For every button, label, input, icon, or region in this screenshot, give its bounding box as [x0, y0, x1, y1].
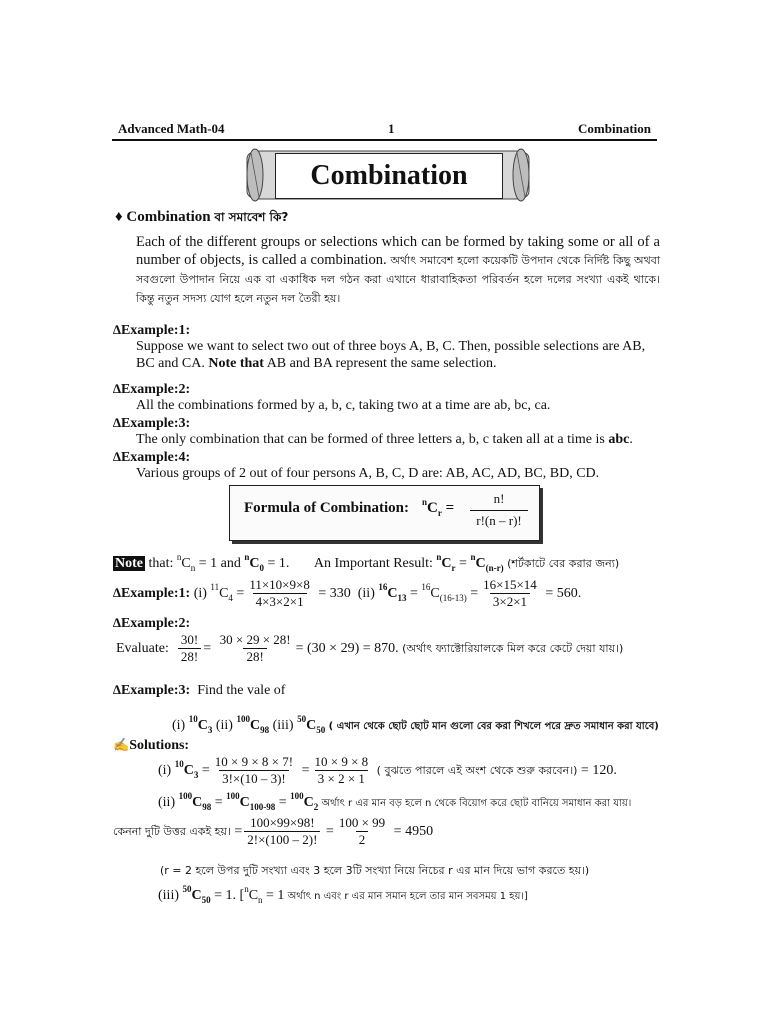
- example-4-line: Various groups of 2 out of four persons A, B, C, D are: AB, AC, AD, BC, BD, CD.: [136, 466, 600, 481]
- fraction: $\frac{11\times 10\times 9\times 8}{4\times 3\times 2\times 1}$: [249, 577, 310, 610]
- header-page-number: 1: [388, 121, 395, 136]
- computation-example-2-heading: ∆Example:2:: [113, 615, 191, 631]
- writing-hand-icon: ✍: [113, 737, 130, 752]
- example-2-line: All the combinations formed by a, b, c, taking two at a time are ab, bc, ca.: [136, 398, 551, 413]
- title-scroll-banner: [243, 145, 533, 205]
- triangle-icon: ∆: [113, 615, 121, 630]
- definition-en: Each of the different groups or selections which can be formed by taking some or all of a number of objects, is called a combination.: [136, 234, 660, 268]
- solution-2: (ii) $^{100}C_{98} = ^{100}C_{100-98} = ^{100}C_2$ অর্থাৎ r এর মান বড় হলে n থেকে বিয়োগ করে ছোট বানিয়ে সমাধান করা যায়।: [158, 791, 632, 812]
- note-bn: (শর্টকাটে বের করার জন্য): [503, 557, 620, 570]
- solution-1: (i) $^{10}C_3$ = $\frac{10 \times 9 \times 8 \times 7!}{3!\times(10 - 3)!}$ = $\frac{10 \times 9 \times 8}{3 \times 2 \times 1}$ ( বুঝতে পারলে এই অংশ থেকে শুরু করবেন।) = 120.: [158, 754, 617, 787]
- formula-label: Formula of Combination:: [244, 500, 409, 516]
- solution-2-note: (r = 2 হলে উপর দুটি সংখ্যা এবং 3 হলে 3টি সংখ্যা নিয়ে নিচের r এর মান দিয়ে ভাগ করতে হয়।): [160, 864, 590, 877]
- header-topic: Combination: [578, 121, 651, 136]
- formula-numerator: n!: [493, 491, 505, 506]
- header-course: Advanced Math-04: [118, 121, 225, 136]
- section-heading: [115, 209, 288, 226]
- triangle-icon: ∆: [113, 682, 121, 697]
- banner-frame: [275, 153, 503, 199]
- example-1-line-2: BC and CA. Note that AB and BA represent the same selection.: [136, 356, 497, 371]
- computation-example-3-heading: ∆Example:3: Find the vale of: [113, 682, 286, 698]
- example-2-heading: ∆Example:2:: [113, 381, 191, 397]
- diamond-bullet-icon: ♦: [115, 209, 123, 225]
- triangle-icon: ∆: [113, 381, 121, 396]
- note-tag: Note: [115, 556, 143, 571]
- solutions-heading: ✍Solutions:: [113, 737, 190, 753]
- definition-bn: অর্থাৎ সমাবেশ হলো কয়েকটি উপদান থেকে নির্দিষ্ট কিছু অথবা সবগুলো উপাদান নিয়ে এক বা একাধিক দল গঠন করা এখানে ধারাবাহিকতা পরিবর্তন হলে দলের সংখ্যা একই থাকে। কিন্তু নতুন সদস্য যোগ হলে নতুন দল তৈরী হয়।: [136, 254, 661, 305]
- formula-lhs: $^nC_r$ =: [422, 497, 455, 518]
- example-3-bn: ( এখান থেকে ছোট ছোট মান গুলো বের করা শিখলে পরে দ্রুত সমাধান করা যাবে): [325, 721, 659, 732]
- triangle-icon: ∆: [113, 322, 121, 337]
- fraction: $\frac{10 \times 9 \times 8}{3 \times 2 \times 1}$: [314, 754, 369, 787]
- example-4-heading: ∆Example:4:: [113, 449, 191, 465]
- solution-2-continued: কেননা দুটি উত্তর একই হয়। = $\frac{100\times 99\times 98!}{2!\times(100 - 2)!}$ = $\frac{100 \times 99}{2}$ = 4950: [113, 815, 434, 848]
- note-line: Note that: $^nC_n = 1$ and $^nC_0 = 1$. An Important Result: $^nC_r = ^nC_{(n-r)}$ (শর্টকাটে বের করার জন্য): [115, 552, 620, 573]
- heading-bn: বা সমাবেশ কি?: [214, 210, 289, 224]
- example-1-line-1: Suppose we want to select two out of three boys A, B, C. Then, possible selections are AB,: [136, 339, 646, 354]
- fraction: $\frac{10 \times 9 \times 8 \times 7!}{3!\times(10 - 3)!}$: [214, 754, 294, 787]
- fraction: $\frac{16\times 15\times 14}{3\times 2\times 1}$: [483, 577, 537, 610]
- triangle-icon: ∆: [113, 585, 121, 600]
- page-title: Combination: [310, 160, 468, 191]
- formula-fraction-bar: [470, 510, 528, 511]
- triangle-icon: ∆: [113, 415, 121, 430]
- fraction: $\frac{30 \times 29 \times 28!}{28!}$: [219, 632, 291, 665]
- example-1-heading: ∆Example:1:: [113, 322, 191, 338]
- computation-example-2: Evaluate: $\frac{30!}{28!}$ = $\frac{30 \times 29 \times 28!}{28!}$ = (30 × 29) = 870. (অর্থাৎ ফ্যাক্টোরিয়ালকে মিল করে কেটে দেয়া যায়।): [116, 632, 624, 665]
- example-3-line: The only combination that can be formed of three letters a, b, c taken all at a time is abc.: [136, 432, 633, 447]
- computation-example-1: ∆Example:1: (i) $^{11}C_4$ = $\frac{11\times 10\times 9\times 8}{4\times 3\times 2\times 1}$ = 330 (ii) $^{16}C_{13} = ^{16}C_{(16-13)}$ = $\frac{16\times 15\times 14}{3\times 2\times 1}$ = 560.: [113, 577, 582, 610]
- formula-denominator: r!(n – r)!: [476, 513, 522, 528]
- page-header: [112, 118, 657, 141]
- formula-box: [229, 485, 540, 541]
- example-2-bn: (অর্থাৎ ফ্যাক্টোরিয়ালকে মিল করে কেটে দেয়া যায়।): [398, 642, 624, 655]
- fraction: $\frac{100\times 99\times 98!}{2!\times(100 - 2)!}$: [244, 815, 320, 848]
- solution-3: (iii) $^{50}C_{50} = 1$. [$^nC_n = 1$ অর্থাৎ n এবং r এর মান সমান হলে তার মান সবসময় 1 হয়।]: [158, 884, 528, 905]
- example-3-parts: (i) $^{10}C_3$ (ii) $^{100}C_{98}$ (iii) $^{50}C_{50}$ ( এখান থেকে ছোট ছোট মান গুলো বের করা শিখলে পরে দ্রুত সমাধান করা যাবে): [172, 714, 659, 735]
- fraction: $\frac{100 \times 99}{2}$: [338, 815, 386, 848]
- fraction: $\frac{30!}{28!}$: [178, 632, 201, 665]
- example-3-heading: ∆Example:3:: [113, 415, 191, 431]
- heading-en: Combination: [126, 209, 211, 225]
- definition-paragraph: [136, 233, 660, 308]
- triangle-icon: ∆: [113, 449, 121, 464]
